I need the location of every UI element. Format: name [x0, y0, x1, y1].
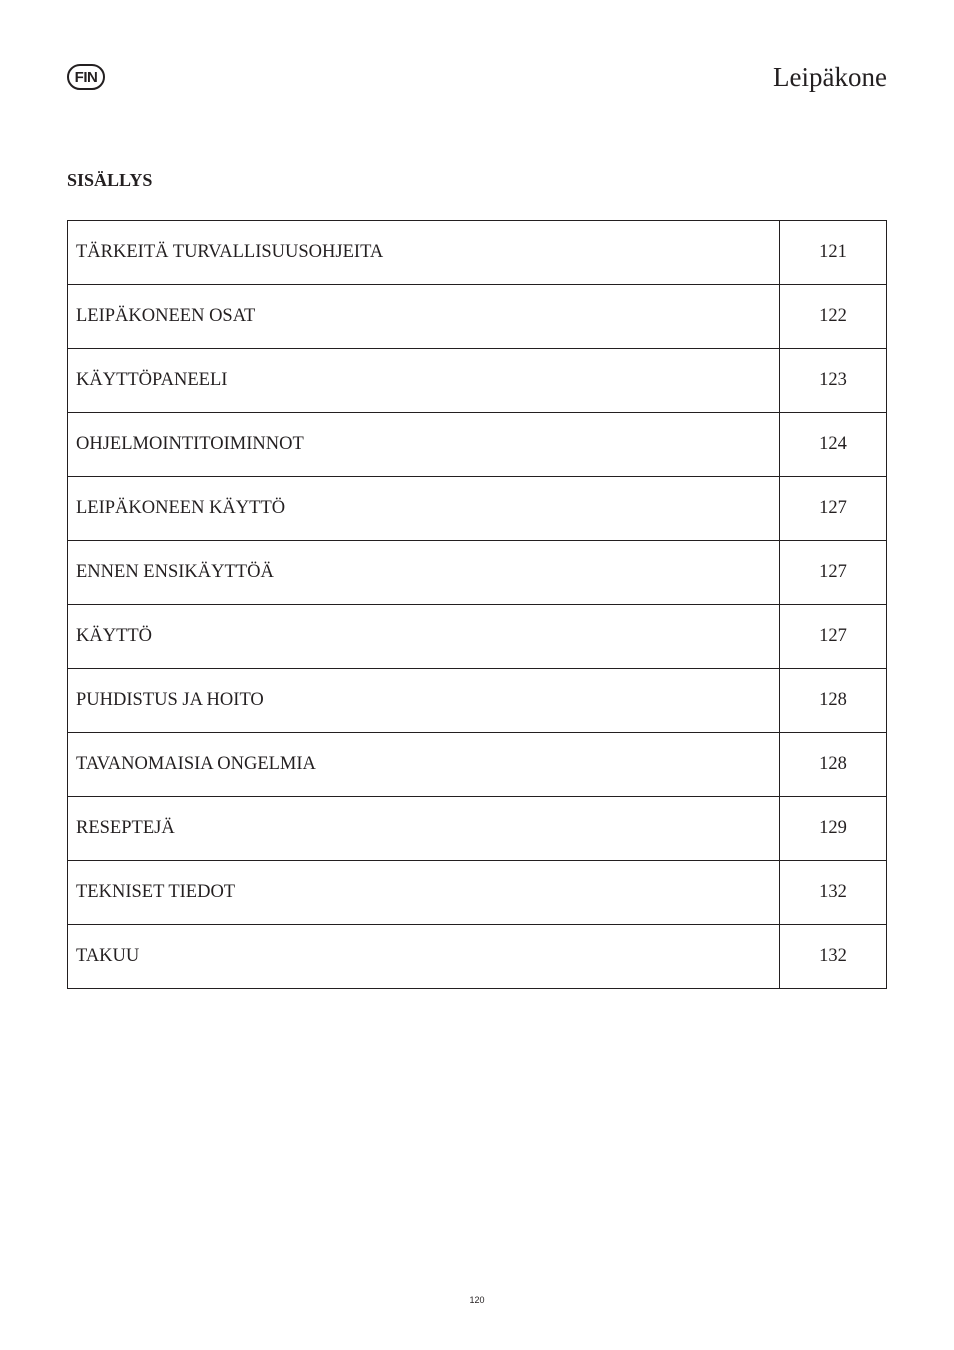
toc-row: [68, 605, 887, 669]
toc-row: [68, 925, 887, 989]
toc-entry-title: KÄYTTÖPANEELI: [68, 349, 780, 413]
contents-heading: SISÄLLYS: [67, 170, 153, 190]
toc-row: [68, 541, 887, 605]
toc-entry-title: LEIPÄKONEEN KÄYTTÖ: [68, 477, 780, 541]
toc-entry-page: 129: [780, 797, 887, 861]
toc-row: [68, 349, 887, 413]
toc-row: [68, 669, 887, 733]
page-number: 120: [469, 1295, 485, 1305]
toc-entry-page: 132: [780, 861, 887, 925]
toc-row: [68, 797, 887, 861]
toc-entry-page: 132: [780, 925, 887, 989]
toc-entry-title: TAVANOMAISIA ONGELMIA: [68, 733, 780, 797]
document-title: Leipäkone: [773, 62, 887, 92]
toc-entry-page: 127: [780, 477, 887, 541]
toc-entry-title: OHJELMOINTITOIMINNOT: [68, 413, 780, 477]
toc-entry-title: RESEPTEJÄ: [68, 797, 780, 861]
toc-entry-page: 128: [780, 733, 887, 797]
toc-entry-title: KÄYTTÖ: [68, 605, 780, 669]
language-badge: FIN: [67, 64, 105, 90]
toc-entry-page: 127: [780, 541, 887, 605]
toc-row: [68, 861, 887, 925]
toc-entry-page: 121: [780, 221, 887, 285]
toc-row: [68, 221, 887, 285]
toc-entry-title: LEIPÄKONEEN OSAT: [68, 285, 780, 349]
toc-entry-title: TÄRKEITÄ TURVALLISUUSOHJEITA: [68, 221, 780, 285]
toc-row: [68, 285, 887, 349]
toc-row: [68, 413, 887, 477]
toc-row: [68, 733, 887, 797]
toc-entry-title: TAKUU: [68, 925, 780, 989]
table-of-contents: [67, 220, 887, 989]
toc-row: [68, 477, 887, 541]
toc-entry-title: PUHDISTUS JA HOITO: [68, 669, 780, 733]
toc-entry-page: 123: [780, 349, 887, 413]
toc-entry-page: 128: [780, 669, 887, 733]
toc-entry-page: 122: [780, 285, 887, 349]
toc-entry-title: TEKNISET TIEDOT: [68, 861, 780, 925]
toc-entry-page: 127: [780, 605, 887, 669]
toc-entry-title: ENNEN ENSIKÄYTTÖÄ: [68, 541, 780, 605]
toc-entry-page: 124: [780, 413, 887, 477]
